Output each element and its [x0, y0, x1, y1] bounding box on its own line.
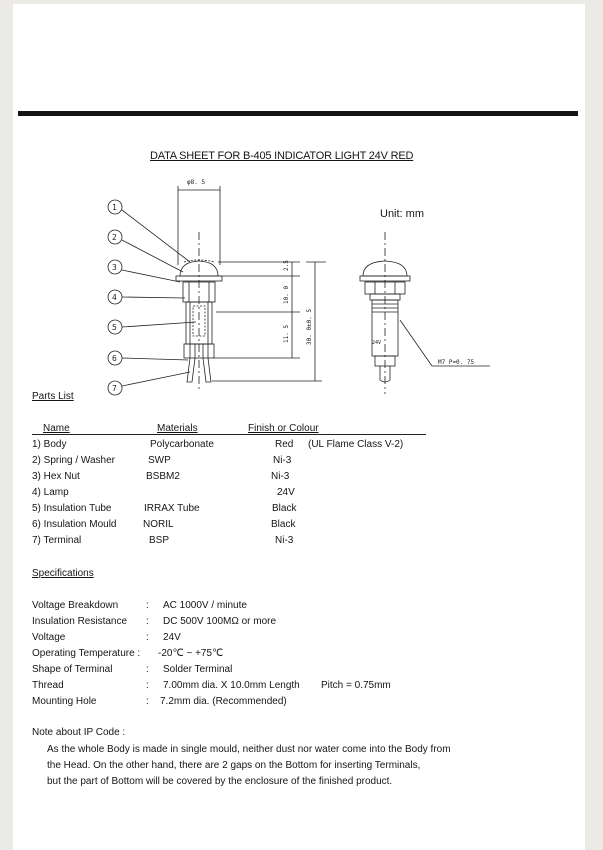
- spec-label: Shape of Terminal: [32, 664, 113, 675]
- part-name: 4) Lamp: [32, 487, 69, 498]
- part-material: IRRAX Tube: [144, 503, 200, 514]
- dim-total-label: 30. 0±0. 5: [306, 308, 313, 345]
- part-material: Polycarbonate: [150, 439, 214, 450]
- note-line: the Head. On the other hand, there are 2 gaps on the Bottom for inserting Terminals,: [47, 760, 421, 771]
- leader-5: [122, 322, 196, 327]
- spec-separator: :: [146, 696, 149, 707]
- spec-separator: :: [146, 600, 149, 611]
- callout-5: [108, 320, 122, 334]
- leader-6: [122, 358, 188, 360]
- terminal-right: [203, 358, 211, 382]
- svg-text:5: 5: [112, 323, 117, 332]
- callout-6: [108, 351, 122, 365]
- spec-extra: Pitch = 0.75mm: [321, 680, 391, 691]
- part-material: BSP: [149, 535, 170, 546]
- svg-text:2: 2: [112, 233, 117, 242]
- callout-2: [108, 230, 122, 244]
- part-finish: Black: [272, 503, 297, 514]
- part-material: SWP: [148, 455, 171, 466]
- dim-top-label: φ8. 5: [187, 179, 206, 186]
- part-finish: Black: [271, 519, 296, 530]
- part-name: 3) Hex Nut: [32, 471, 80, 482]
- svg-text:3: 3: [112, 263, 117, 272]
- unit-label: Unit: mm: [380, 208, 424, 220]
- part-name: 1) Body: [32, 439, 67, 450]
- spec-label: Insulation Resistance: [32, 616, 128, 627]
- callout-7: [108, 381, 122, 395]
- part-extra: (UL Flame Class V-2): [308, 439, 404, 450]
- note-line: As the whole Body is made in single mould, neither dust nor water come into the Body from: [47, 744, 451, 755]
- svg-text:1: 1: [112, 203, 117, 212]
- spec-label: Voltage Breakdown: [32, 600, 119, 611]
- column-finish: Finish or Colour: [248, 423, 319, 434]
- spec-value: 7.00mm dia. X 10.0mm Length: [163, 680, 300, 691]
- callout-3: [108, 260, 122, 274]
- side-label: 24V: [372, 340, 382, 346]
- leader-4: [122, 297, 185, 298]
- spec-label: Mounting Hole: [32, 696, 97, 707]
- callout-1: [108, 200, 122, 214]
- part-finish: Ni-3: [275, 535, 294, 546]
- page-title: DATA SHEET FOR B-405 INDICATOR LIGHT 24V RED: [150, 150, 414, 162]
- part-name: 6) Insulation Mould: [32, 519, 117, 530]
- leader-2: [122, 240, 183, 272]
- svg-text:4: 4: [112, 293, 117, 302]
- spec-label: Voltage: [32, 632, 66, 643]
- spec-separator: :: [146, 664, 149, 675]
- svg-text:6: 6: [112, 354, 117, 363]
- spec-label: Thread: [32, 680, 64, 691]
- spec-value: -20℃ ~ +75℃: [158, 648, 224, 659]
- svg-text:7: 7: [112, 384, 117, 393]
- spec-value: Solder Terminal: [163, 664, 233, 675]
- callout-4: [108, 290, 122, 304]
- part-material: NORIL: [143, 519, 174, 530]
- part-finish: 24V: [277, 487, 295, 498]
- spec-value: 24V: [163, 632, 181, 643]
- part-name: 5) Insulation Tube: [32, 503, 112, 514]
- part-finish: Ni-3: [273, 455, 292, 466]
- column-name: Name: [43, 423, 70, 434]
- leader-3: [122, 270, 180, 282]
- spec-separator: :: [146, 632, 149, 643]
- thread-note: M7 P=0. 75: [438, 359, 475, 366]
- part-name: 7) Terminal: [32, 535, 82, 546]
- part-finish: Red: [275, 439, 294, 450]
- part-name: 2) Spring / Washer: [32, 455, 115, 466]
- column-materials: Materials: [157, 423, 198, 434]
- thread-leader: [400, 320, 432, 366]
- note-line: but the part of Bottom will be covered by the enclosure of the finished product.: [47, 776, 393, 787]
- dim-body-label: 10. 0: [283, 285, 290, 304]
- dim-lower-label: 11. 5: [283, 324, 290, 343]
- leader-7: [122, 372, 190, 386]
- spec-separator: :: [146, 616, 149, 627]
- part-material: BSBM2: [146, 471, 180, 482]
- spec-label: Operating Temperature :: [32, 648, 141, 659]
- dim-head-label: 2.5: [283, 260, 290, 271]
- note-title: Note about IP Code :: [32, 727, 126, 738]
- spec-value: DC 500V 100MΩ or more: [163, 616, 277, 627]
- spec-value: AC 1000V / minute: [163, 600, 247, 611]
- spec-value: 7.2mm dia. (Recommended): [160, 696, 287, 707]
- part-finish: Ni-3: [271, 471, 290, 482]
- specifications-heading: Specifications: [32, 568, 94, 579]
- terminal-left: [187, 358, 195, 382]
- spec-separator: :: [146, 680, 149, 691]
- parts-list-heading: Parts List: [32, 391, 74, 402]
- parts-header-rule: [32, 434, 426, 435]
- leader-1: [122, 210, 190, 262]
